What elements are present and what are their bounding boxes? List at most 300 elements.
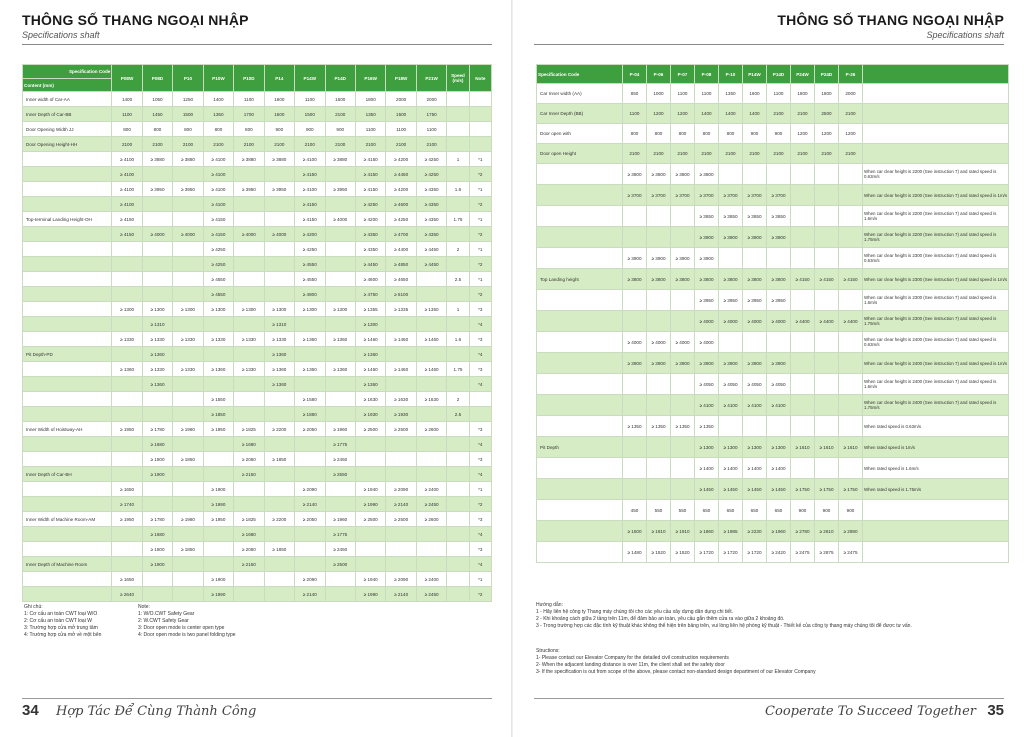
- table-row: [537, 290, 1009, 311]
- row-label: Top Landing height: [537, 269, 623, 290]
- note-cell: [863, 542, 1009, 563]
- note-cell: [469, 92, 491, 107]
- table-cell: 1100: [355, 122, 385, 137]
- table-cell: [325, 272, 355, 287]
- table-cell: ≥ 2550: [325, 467, 355, 482]
- table-cell: [173, 212, 203, 227]
- table-cell: [234, 242, 264, 257]
- note-cell: *3: [469, 362, 491, 377]
- note-cell: *2: [469, 167, 491, 182]
- table-cell: ≥ 4150: [295, 197, 325, 212]
- table-cell: [142, 407, 172, 422]
- table-cell: ≥ 2500: [325, 557, 355, 572]
- note-cell: *2: [469, 227, 491, 242]
- table-cell: [325, 167, 355, 182]
- table-cell: [416, 287, 446, 302]
- table-cell: ≥ 1740: [112, 497, 142, 512]
- page-subtitle: Specifications shaft: [926, 30, 1004, 40]
- table-row: [23, 272, 492, 287]
- table-cell: [173, 242, 203, 257]
- speed-cell: [447, 137, 469, 152]
- table-cell: ≥ 1850: [203, 407, 233, 422]
- table-cell: 550: [647, 500, 671, 521]
- table-cell: ≥ 1300: [234, 302, 264, 317]
- table-cell: [767, 164, 791, 185]
- table-cell: 800: [142, 122, 172, 137]
- table-cell: ≥ 4050: [695, 374, 719, 395]
- table-cell: 2100: [203, 137, 233, 152]
- table-cell: [264, 212, 294, 227]
- table-cell: ≥ 3800: [647, 164, 671, 185]
- table-cell: ≥ 2050: [234, 452, 264, 467]
- table-cell: ≥ 3700: [743, 185, 767, 206]
- table-row: [23, 557, 492, 572]
- table-cell: ≥ 1400: [767, 458, 791, 479]
- table-cell: ≥ 1450: [743, 479, 767, 500]
- table-cell: 800: [647, 124, 671, 144]
- table-cell: ≥ 1960: [325, 512, 355, 527]
- table-cell: ≥ 4100: [743, 395, 767, 416]
- table-cell: ≥ 2600: [416, 422, 446, 437]
- table-cell: 2100: [416, 137, 446, 152]
- row-label: [537, 332, 623, 353]
- table-cell: [791, 290, 815, 311]
- table-cell: 800: [203, 122, 233, 137]
- table-row: [537, 458, 1009, 479]
- table-cell: ≥ 1330: [142, 362, 172, 377]
- table-cell: [264, 437, 294, 452]
- table-cell: ≥ 1680: [142, 527, 172, 542]
- table-row: [23, 287, 492, 302]
- table-cell: [295, 347, 325, 362]
- table-cell: [112, 287, 142, 302]
- table-cell: [295, 467, 325, 482]
- table-cell: [355, 527, 385, 542]
- note-cell: *3: [469, 422, 491, 437]
- table-cell: ≥ 4250: [203, 242, 233, 257]
- table-cell: ≥ 3950: [743, 290, 767, 311]
- table-cell: ≥ 2050: [234, 542, 264, 557]
- table-cell: [173, 557, 203, 572]
- table-cell: 1350: [719, 84, 743, 104]
- table-cell: ≥ 3650: [695, 206, 719, 227]
- table-cell: ≥ 4050: [767, 374, 791, 395]
- table-cell: ≥ 1300: [112, 302, 142, 317]
- table-cell: 900: [295, 122, 325, 137]
- table-cell: 800: [623, 124, 647, 144]
- table-cell: [173, 407, 203, 422]
- note-cell: [863, 521, 1009, 542]
- table-cell: ≥ 1300: [173, 302, 203, 317]
- table-cell: ≥ 1520: [647, 542, 671, 563]
- table-cell: 800: [112, 122, 142, 137]
- table-cell: ≥ 1860: [695, 521, 719, 542]
- table-cell: 2100: [173, 137, 203, 152]
- table-cell: ≥ 4100: [112, 167, 142, 182]
- table-cell: ≥ 1580: [295, 392, 325, 407]
- table-cell: 1400: [203, 92, 233, 107]
- guide-item: 3- If the specification is out from scope of the above, please contact non-standard design department of our Elevator Company: [536, 669, 816, 675]
- row-label: Inner Width of Machine Room-AM: [23, 512, 112, 527]
- row-label: [537, 248, 623, 269]
- table-cell: [264, 557, 294, 572]
- row-label: [23, 527, 112, 542]
- table-cell: ≥ 4350: [416, 227, 446, 242]
- note-cell: *1: [469, 152, 491, 167]
- table-cell: [173, 317, 203, 332]
- notes-vi-title: Ghi chú:: [24, 604, 43, 610]
- note-cell: *3: [469, 332, 491, 347]
- table-cell: [173, 437, 203, 452]
- spec-table-left: [22, 64, 492, 602]
- table-cell: ≥ 1940: [355, 572, 385, 587]
- note-cell: When car clear height is 2300 (See instruction 7) and rated speed is 1m/s: [863, 269, 1009, 290]
- table-cell: ≥ 2150: [234, 467, 264, 482]
- table-cell: [839, 353, 863, 374]
- table-cell: ≥ 2140: [295, 497, 325, 512]
- table-cell: ≥ 2200: [264, 422, 294, 437]
- table-cell: [112, 347, 142, 362]
- model-header: P14D: [767, 65, 791, 84]
- note-cell: When car clear height is 2300 (See instruction 7) and rated speed is 1.6m/s: [863, 290, 1009, 311]
- table-cell: [839, 248, 863, 269]
- table-cell: ≥ 1360: [325, 362, 355, 377]
- table-cell: [203, 347, 233, 362]
- table-cell: 900: [839, 500, 863, 521]
- table-cell: ≥ 1400: [719, 458, 743, 479]
- table-cell: ≥ 1960: [325, 422, 355, 437]
- table-cell: ≥ 3900: [695, 353, 719, 374]
- model-header: P-10: [719, 65, 743, 84]
- table-cell: ≥ 3700: [647, 185, 671, 206]
- table-cell: 2100: [295, 137, 325, 152]
- table-cell: [234, 407, 264, 422]
- table-cell: [173, 572, 203, 587]
- table-cell: 650: [743, 500, 767, 521]
- table-cell: [325, 347, 355, 362]
- table-cell: [264, 572, 294, 587]
- note-cell: *3: [469, 452, 491, 467]
- table-cell: ≥ 1500: [623, 521, 647, 542]
- table-row: [23, 197, 492, 212]
- table-cell: [264, 527, 294, 542]
- table-cell: 900: [264, 122, 294, 137]
- table-cell: ≥ 4000: [234, 227, 264, 242]
- table-cell: ≥ 1330: [173, 362, 203, 377]
- table-cell: [325, 242, 355, 257]
- table-cell: 900: [743, 124, 767, 144]
- table-cell: ≥ 1950: [112, 512, 142, 527]
- table-cell: ≥ 3950: [142, 182, 172, 197]
- table-cell: 800: [695, 124, 719, 144]
- table-cell: [743, 332, 767, 353]
- note-cell: *2: [469, 287, 491, 302]
- table-cell: [647, 479, 671, 500]
- table-cell: [234, 572, 264, 587]
- table-cell: ≥ 1460: [386, 362, 416, 377]
- table-cell: ≥ 1460: [416, 362, 446, 377]
- table-cell: [623, 206, 647, 227]
- table-cell: [264, 272, 294, 287]
- table-cell: [325, 287, 355, 302]
- table-cell: ≥ 1520: [671, 542, 695, 563]
- table-cell: 1750: [416, 107, 446, 122]
- table-cell: [386, 527, 416, 542]
- table-cell: [142, 242, 172, 257]
- table-cell: ≥ 4250: [203, 257, 233, 272]
- note-item: 3: Trường hợp cửa mở trung tâm: [24, 625, 98, 631]
- speed-header: Speed (m/s): [447, 65, 469, 92]
- table-cell: [264, 287, 294, 302]
- table-row: [537, 332, 1009, 353]
- table-cell: 2100: [695, 144, 719, 164]
- row-label: [23, 332, 112, 347]
- speed-cell: [447, 497, 469, 512]
- table-cell: [647, 311, 671, 332]
- table-row: [23, 437, 492, 452]
- note-cell: *3: [469, 302, 491, 317]
- table-cell: 1100: [234, 92, 264, 107]
- table-cell: [264, 497, 294, 512]
- guide-item: 2- When the adjacent landing distance is over 11m, the client shall set the safety door: [536, 662, 725, 668]
- row-label: [537, 185, 623, 206]
- table-cell: [325, 227, 355, 242]
- table-cell: [815, 185, 839, 206]
- table-cell: ≥ 3800: [623, 164, 647, 185]
- table-cell: [791, 227, 815, 248]
- table-cell: [234, 497, 264, 512]
- table-cell: ≥ 3700: [671, 185, 695, 206]
- table-cell: 650: [695, 500, 719, 521]
- table-row: [537, 437, 1009, 458]
- note-cell: *4: [469, 467, 491, 482]
- table-cell: [142, 497, 172, 512]
- table-cell: [264, 257, 294, 272]
- table-cell: ≥ 1360: [295, 362, 325, 377]
- table-cell: [325, 482, 355, 497]
- table-cell: ≥ 1360: [203, 362, 233, 377]
- table-cell: [386, 347, 416, 362]
- table-cell: ≥ 2050: [295, 512, 325, 527]
- table-cell: ≥ 1940: [355, 482, 385, 497]
- row-label: [537, 290, 623, 311]
- table-cell: ≥ 2050: [295, 422, 325, 437]
- row-label: [537, 458, 623, 479]
- table-cell: ≥ 1930: [355, 407, 385, 422]
- speed-cell: [447, 512, 469, 527]
- table-cell: [112, 272, 142, 287]
- table-cell: ≥ 1990: [203, 587, 233, 602]
- table-cell: [743, 248, 767, 269]
- table-cell: ≥ 3880: [325, 152, 355, 167]
- speed-cell: 2.5: [447, 272, 469, 287]
- table-cell: ≥ 4050: [719, 374, 743, 395]
- note-cell: [469, 392, 491, 407]
- table-cell: ≥ 2420: [767, 542, 791, 563]
- table-cell: ≥ 1300: [767, 437, 791, 458]
- table-cell: ≥ 1680: [234, 437, 264, 452]
- table-cell: ≥ 3880: [173, 152, 203, 167]
- page-title: THÔNG SỐ THANG NGOẠI NHẬP: [22, 12, 249, 28]
- guide-item: 1 - Hãy liên hệ công ty Thang máy chúng tôi cho các yêu cầu xây dựng dân dụng chi tiết.: [536, 609, 733, 615]
- table-cell: [203, 452, 233, 467]
- table-cell: ≥ 3650: [719, 206, 743, 227]
- table-cell: ≥ 3950: [325, 182, 355, 197]
- table-cell: [234, 587, 264, 602]
- table-cell: ≥ 4150: [355, 152, 385, 167]
- table-cell: [234, 212, 264, 227]
- table-cell: [325, 317, 355, 332]
- table-row: [537, 164, 1009, 185]
- row-label: Inner Depth of Car-BH: [23, 467, 112, 482]
- note-cell: [863, 500, 1009, 521]
- table-cell: [623, 290, 647, 311]
- table-cell: [264, 167, 294, 182]
- table-cell: ≥ 3900: [647, 248, 671, 269]
- table-cell: [791, 332, 815, 353]
- table-cell: [743, 164, 767, 185]
- table-cell: [112, 437, 142, 452]
- table-cell: [112, 377, 142, 392]
- table-cell: ≥ 3900: [671, 353, 695, 374]
- table-cell: 2100: [386, 137, 416, 152]
- speed-cell: [447, 257, 469, 272]
- table-cell: ≥ 1310: [264, 317, 294, 332]
- table-cell: ≥ 3950: [264, 182, 294, 197]
- table-cell: [173, 287, 203, 302]
- table-cell: ≥ 1460: [355, 332, 385, 347]
- table-cell: [173, 497, 203, 512]
- table-cell: [647, 458, 671, 479]
- table-cell: 2100: [791, 104, 815, 124]
- table-cell: [142, 482, 172, 497]
- table-cell: ≥ 1850: [264, 452, 294, 467]
- table-cell: [325, 407, 355, 422]
- speed-cell: [447, 542, 469, 557]
- table-cell: ≥ 5100: [386, 287, 416, 302]
- table-cell: ≥ 2400: [416, 482, 446, 497]
- table-cell: [173, 392, 203, 407]
- model-header: P16W: [355, 65, 385, 92]
- row-label: [23, 587, 112, 602]
- table-cell: [623, 479, 647, 500]
- table-cell: [623, 227, 647, 248]
- table-cell: 1450: [142, 107, 172, 122]
- table-cell: ≥ 4100: [203, 152, 233, 167]
- table-cell: ≥ 3800: [671, 164, 695, 185]
- table-cell: ≥ 1720: [719, 542, 743, 563]
- table-cell: ≥ 4000: [767, 311, 791, 332]
- table-cell: [815, 248, 839, 269]
- row-label: [23, 227, 112, 242]
- table-cell: ≥ 3700: [719, 185, 743, 206]
- table-cell: ≥ 3650: [767, 206, 791, 227]
- speed-cell: [447, 287, 469, 302]
- table-cell: ≥ 4400: [386, 242, 416, 257]
- speed-cell: [447, 167, 469, 182]
- table-cell: [671, 374, 695, 395]
- note-cell: When car clear height is 2200 (See instruction 7) and rated speed is 0.63m/s: [863, 164, 1009, 185]
- table-cell: 2100: [325, 107, 355, 122]
- table-cell: ≥ 4000: [264, 227, 294, 242]
- table-cell: 650: [719, 500, 743, 521]
- table-cell: [416, 437, 446, 452]
- speed-cell: 1.75: [447, 212, 469, 227]
- table-cell: ≥ 1450: [695, 479, 719, 500]
- table-row: [23, 407, 492, 422]
- table-cell: [791, 395, 815, 416]
- table-cell: ≥ 4100: [295, 182, 325, 197]
- row-label: [537, 206, 623, 227]
- table-cell: [234, 347, 264, 362]
- speed-cell: [447, 422, 469, 437]
- table-cell: ≥ 1610: [791, 437, 815, 458]
- table-cell: ≥ 1550: [203, 392, 233, 407]
- table-cell: ≥ 4400: [815, 311, 839, 332]
- table-cell: 2100: [767, 144, 791, 164]
- note-cell: *3: [469, 542, 491, 557]
- table-cell: 900: [791, 500, 815, 521]
- table-cell: [815, 332, 839, 353]
- table-cell: [386, 542, 416, 557]
- table-cell: 1000: [647, 84, 671, 104]
- table-cell: ≥ 1910: [671, 521, 695, 542]
- table-cell: [719, 332, 743, 353]
- table-cell: ≥ 3700: [623, 185, 647, 206]
- table-cell: [264, 407, 294, 422]
- header-spec-code: Specification Code: [23, 65, 112, 79]
- model-header: P14: [264, 65, 294, 92]
- table-cell: 2100: [647, 144, 671, 164]
- note-cell: *4: [469, 437, 491, 452]
- row-label: Door open Height: [537, 144, 623, 164]
- model-header: P08D: [142, 65, 172, 92]
- table-cell: [416, 557, 446, 572]
- speed-cell: 2.5: [447, 407, 469, 422]
- note-cell: *4: [469, 557, 491, 572]
- table-cell: [234, 482, 264, 497]
- table-cell: ≥ 1460: [355, 362, 385, 377]
- table-row: [23, 152, 492, 167]
- row-label: [23, 482, 112, 497]
- table-cell: 1800: [815, 84, 839, 104]
- table-cell: 1800: [791, 84, 815, 104]
- table-cell: 1400: [743, 104, 767, 124]
- table-row: [537, 227, 1009, 248]
- table-cell: [839, 374, 863, 395]
- note-cell: *2: [469, 587, 491, 602]
- table-cell: ≥ 4250: [295, 242, 325, 257]
- table-cell: 1400: [719, 104, 743, 124]
- table-cell: ≥ 4350: [416, 212, 446, 227]
- row-label: [23, 377, 112, 392]
- table-cell: [416, 317, 446, 332]
- table-cell: [295, 542, 325, 557]
- footer-divider: [22, 698, 492, 699]
- table-cell: ≥ 1330: [264, 332, 294, 347]
- note-cell: *1: [469, 572, 491, 587]
- table-cell: [173, 272, 203, 287]
- table-cell: [719, 416, 743, 437]
- note-cell: *1: [469, 212, 491, 227]
- guide-item: 1- Please contact our Elevator Company for the detailed civil construction requirements: [536, 655, 729, 661]
- table-cell: ≥ 1480: [623, 542, 647, 563]
- table-cell: ≥ 4450: [355, 257, 385, 272]
- table-cell: ≥ 1330: [173, 332, 203, 347]
- table-cell: [234, 257, 264, 272]
- table-cell: [815, 416, 839, 437]
- table-cell: [416, 347, 446, 362]
